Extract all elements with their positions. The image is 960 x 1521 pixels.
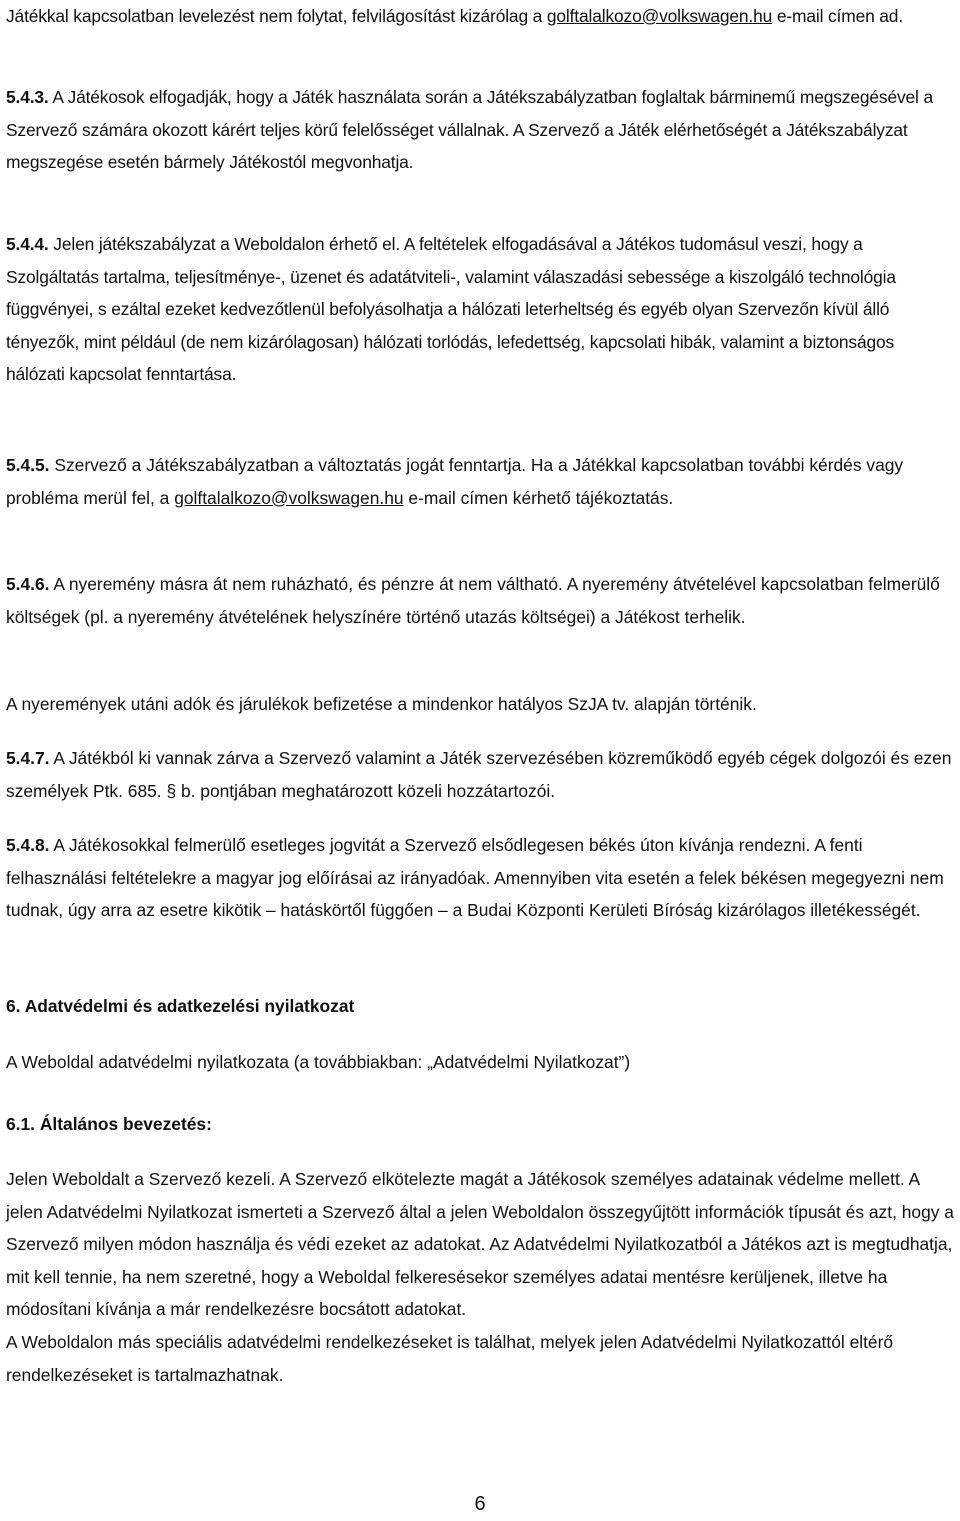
- general-intro-text: Jelen Weboldalt a Szervező kezeli. A Szervező elkötelezte magát a Játékosok személyes adatainak védelme mellett. A jelen Adatvédelmi Nyilatkozat ismerteti a Szervező által a jelen Weboldalon összegyűjtött információk típusát és azt, hogy a Szervező milyen módon használja és védi ezeket az adatokat. Az Adatvédelmi Nyilatkozatból a Játékos azt is megtudhatja, mit kell tennie, ha nem szeretné, hogy a Weboldal felkeresésekor személyes adatai mentésre kerüljenek, illetve ha módosítani kívánja a már rendelkezésre bocsátott adatokat.: [6, 1169, 954, 1320]
- section-text: A Játékosokkal felmerülő esetleges jogvitát a Szervező elsődlegesen békés úton kívánja rendezni. A fenti felhasználási feltételekre a magyar jog előírásai az irányadóak. Amennyiben vita esetén a felek békésen megegyezni nem tudnak, úgy arra az esetre kikötik – hatáskörtől függően – a Budai Központi Kerületi Bíróság kizárólagos illetékességét.: [6, 835, 944, 921]
- email-link[interactable]: golftalalkozo@volkswagen.hu: [174, 487, 404, 508]
- section-6-intro: A Weboldal adatvédelmi nyilatkozata (a továbbiakban: „Adatvédelmi Nyilatkozat”): [6, 1052, 631, 1072]
- page-number: 6: [474, 1493, 486, 1515]
- tax-note-text: A nyeremények utáni adók és járulékok befizetése a mindenkor hatályos SzJA tv. alapján történik.: [6, 694, 757, 714]
- section-number: 5.4.4.: [6, 234, 49, 254]
- section-text: Jelen játékszabályzat a Weboldalon érhető el. A feltételek elfogadásával a Játékos tudomásul veszi, hogy a Szolgáltatás tartalma, teljesítménye-, üzenet és adatátviteli-, valamint válaszadási sebessége a kiszolgáló technológia függvényei, s ezáltal ezeket kedvezőtlenül befolyásolhatja a hálózati leterheltség és egyéb olyan Szervezőn kívül álló tényezők, mint például (de nem kizárólagosan) hálózati torlódás, lefedettség, kapcsolati hibák, valamint a biztonságos hálózati kapcsolat fenntartása.: [6, 234, 896, 385]
- section-number: 5.4.3.: [6, 87, 49, 107]
- section-5-4-5: [6, 449, 956, 514]
- section-text: Szervező a Játékszabályzatban a változtatás jogát fenntartja. Ha a Játékkal kapcsolatban további kérdés vagy probléma merül fel, a: [6, 455, 904, 508]
- section-text: A nyeremény másra át nem ruházható, és pénzre át nem váltható. A nyeremény átvételével kapcsolatban felmerülő költségek (pl. a nyeremény átvételének helyszínére történő utazás költségei) a Játékost terhelik.: [6, 574, 940, 627]
- email-link[interactable]: golftalalkozo@volkswagen.hu: [546, 6, 773, 26]
- section-text: A Játékosok elfogadják, hogy a Játék használata során a Játékszabályzatban foglaltak bárminemű megszegésével a Szervező számára okozott kárért teljes körű felelősséget vállalnak. A Szervező a Játék elérhetőségét a Játékszabályzat megszegése esetén bármely Játékostól megvonhatja.: [6, 87, 933, 173]
- section-text: A Játékból ki vannak zárva a Szervező valamint a Játék szervezésében közreműködő egyéb cégek dolgozói és ezen személyek Ptk. 685. § b. pontjában meghatározott közeli hozzátartozói.: [6, 748, 952, 801]
- section-number: 5.4.5.: [6, 455, 50, 475]
- intro-text-end: e-mail címen ad.: [772, 6, 904, 26]
- section-number: 5.4.6.: [6, 574, 50, 594]
- tax-note: [6, 688, 956, 721]
- section-number: 5.4.8.: [6, 835, 50, 855]
- intro-text: Játékkal kapcsolatban levelezést nem folytat, felvilágosítást kizárólag a: [6, 6, 547, 26]
- section-6-1-paragraph: [6, 1163, 956, 1391]
- section-5-4-7: [6, 742, 956, 807]
- section-6-heading: 6. Adatvédelmi és adatkezelési nyilatkozat: [6, 996, 355, 1016]
- section-6-1-heading: 6.1. Általános bevezetés:: [6, 1114, 212, 1134]
- section-5-4-8: [6, 829, 956, 927]
- section-number: 5.4.7.: [6, 748, 50, 768]
- section-5-4-4: [6, 228, 956, 391]
- intro-paragraph: [6, 0, 956, 33]
- section-5-4-6: [6, 568, 956, 633]
- section-5-4-3: [6, 81, 956, 179]
- section-text-end: e-mail címen kérhető tájékoztatás.: [403, 487, 674, 508]
- general-intro-text-2: A Weboldalon más speciális adatvédelmi rendelkezéseket is találhat, melyek jelen Adatvédelmi Nyilatkozattól eltérő rendelkezéseket is tartalmazhatnak.: [6, 1331, 894, 1385]
